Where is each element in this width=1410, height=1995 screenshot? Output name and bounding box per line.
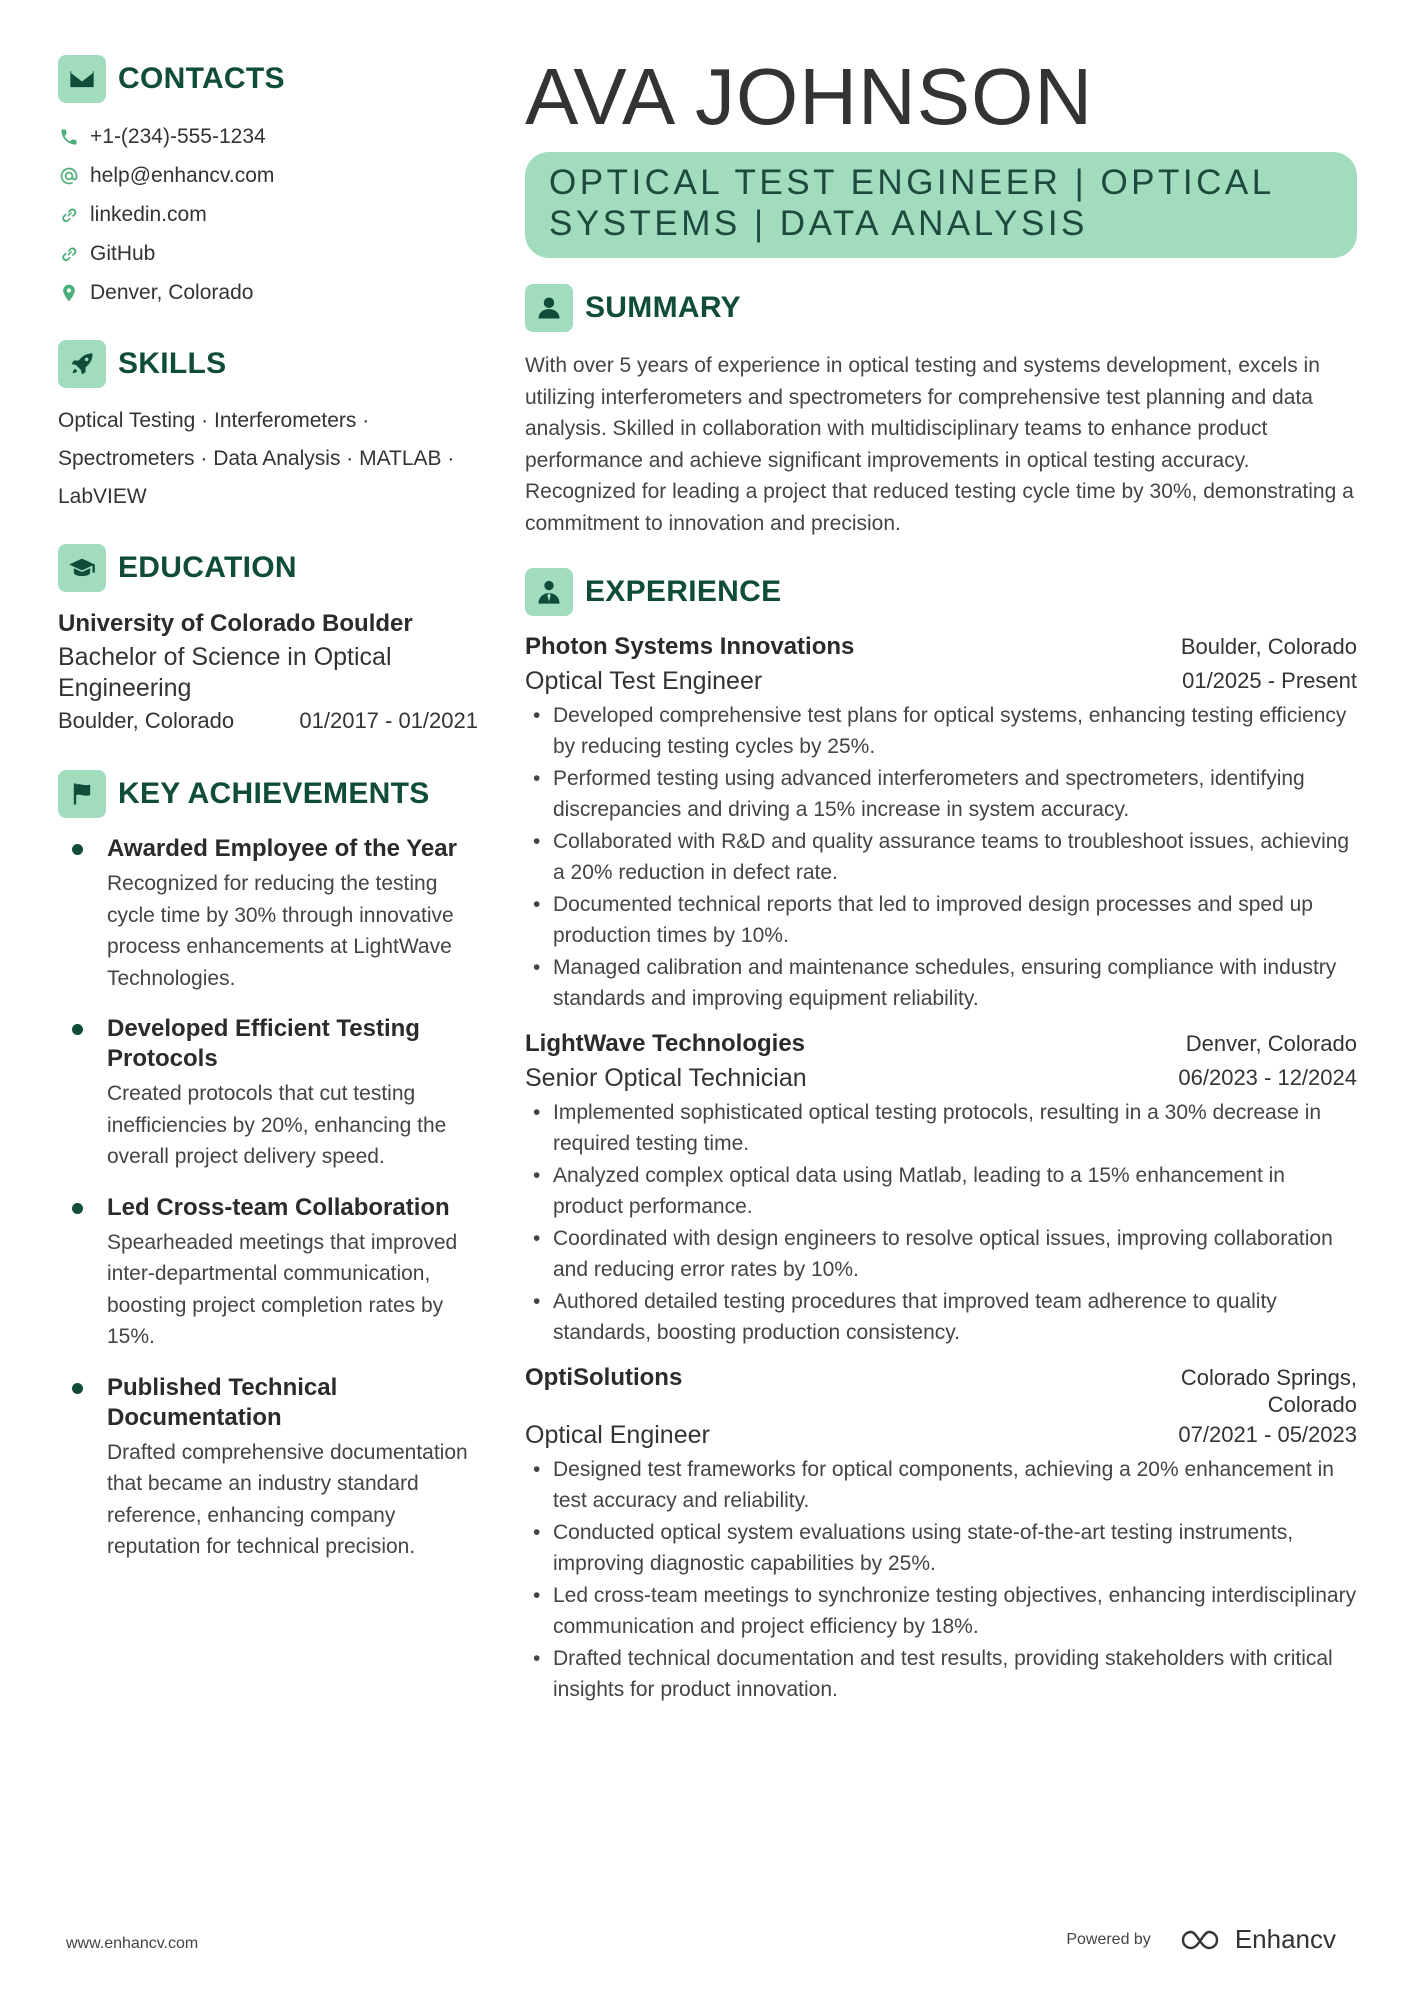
job-bullets: [525, 1097, 1357, 1349]
contact-email[interactable]: [58, 156, 478, 195]
achievements-list: [58, 834, 478, 1563]
job-entry: [525, 1361, 1357, 1706]
graduation-cap-icon: [58, 544, 106, 592]
job-bullet: • Authored detailed testing procedures that improved team adherence to quality standards, boosting production consistency.: [525, 1286, 1357, 1349]
job-company: Photon Systems Innovations: [525, 632, 855, 660]
job-role: Optical Engineer: [525, 1420, 710, 1449]
linkedin-text: linkedin.com: [90, 202, 207, 226]
skills-header: [58, 340, 478, 388]
section-title: EDUCATION: [118, 551, 297, 584]
contact-linkedin[interactable]: [58, 195, 478, 234]
job-entry: [525, 630, 1357, 1015]
github-text: GitHub: [90, 241, 156, 265]
phone-icon: [58, 126, 80, 148]
job-role-row: [525, 664, 1357, 698]
job-location: Colorado Springs, Colorado: [1180, 1364, 1357, 1417]
edu-degree: Bachelor of Science in Optical Engineering: [58, 643, 392, 702]
job-location: Denver, Colorado: [1185, 1030, 1357, 1056]
job-location: Boulder, Colorado: [1180, 633, 1357, 659]
enhancv-logo-icon: [1179, 1927, 1227, 1953]
experience-list: [525, 630, 1357, 1706]
job-header-row: [525, 1027, 1357, 1061]
achievement-desc: Drafted comprehensive documentation that became an industry standard reference, enhancing company reputation for technical precision.: [107, 1440, 468, 1558]
contacts-list: [58, 117, 478, 312]
achievement-title: Published Technical Documentation: [107, 1373, 338, 1431]
achievement-title: Awarded Employee of the Year: [107, 835, 457, 862]
job-bullet: • Developed comprehensive test plans for optical systems, enhancing testing efficiency by reducing testing cycles by 25%.: [525, 700, 1357, 763]
link-icon: [58, 243, 80, 265]
contact-phone[interactable]: [58, 117, 478, 156]
at-icon: [58, 165, 80, 187]
job-bullet: • Drafted technical documentation and test results, providing stakeholders with critical insights for product innovation.: [525, 1643, 1357, 1706]
user-icon: [525, 284, 573, 332]
job-bullet: • Analyzed complex optical data using Matlab, leading to a 15% enhancement in product performance.: [525, 1160, 1357, 1223]
achievement-item: [58, 1373, 478, 1563]
contacts-header: [58, 55, 478, 103]
job-bullets: [525, 1454, 1357, 1706]
job-bullet: • Managed calibration and maintenance schedules, ensuring compliance with industry standards and improving equipment reliability.: [525, 952, 1357, 1015]
job-bullet: • Implemented sophisticated optical testing protocols, resulting in a 30% decrease in required testing time.: [525, 1097, 1357, 1160]
section-title: CONTACTS: [118, 62, 285, 95]
education-header: [58, 544, 478, 592]
job-role-row: [525, 1061, 1357, 1095]
email-text: help@enhancv.com: [90, 163, 275, 187]
achievement-item: [58, 1193, 478, 1353]
businessman-icon: [525, 568, 573, 616]
job-company: OptiSolutions: [525, 1363, 683, 1391]
section-title: EXPERIENCE: [585, 574, 782, 608]
job-entry: [525, 1027, 1357, 1349]
skills-text: Optical Testing · Interferometers · Spectrometers · Data Analysis · MATLAB · LabVIEW: [58, 409, 455, 508]
job-bullet: • Documented technical reports that led to improved design processes and sped up production times by 10%.: [525, 889, 1357, 952]
powered-by-text: Powered by: [1066, 1930, 1151, 1948]
job-bullet: • Coordinated with design engineers to resolve optical issues, improving collaboration and reducing error rates by 10%.: [525, 1223, 1357, 1286]
edu-location: Boulder, Colorado: [58, 708, 235, 733]
phone-text: +1-(234)-555-1234: [90, 124, 266, 148]
summary-header: [525, 284, 1357, 332]
job-bullet: • Conducted optical system evaluations using state-of-the-art testing instruments, improving diagnostic capabilities by 25%.: [525, 1517, 1357, 1580]
brand-logo[interactable]: [1179, 1924, 1336, 1955]
job-role-row: [525, 1418, 1357, 1452]
job-company: LightWave Technologies: [525, 1029, 806, 1057]
section-title: SKILLS: [118, 347, 227, 380]
achievements-header: [58, 770, 478, 818]
edu-school: University of Colorado Boulder: [58, 610, 413, 637]
job-bullet: • Led cross-team meetings to synchronize testing objectives, enhancing interdisciplinary communication and project efficiency by 18%.: [525, 1580, 1357, 1643]
footer-website[interactable]: www.enhancv.com: [66, 1935, 199, 1952]
job-role: Senior Optical Technician: [525, 1063, 807, 1092]
job-role: Optical Test Engineer: [525, 666, 763, 695]
contact-location: [58, 273, 478, 312]
candidate-name: AVA JOHNSON: [525, 52, 1094, 141]
envelope-icon: [58, 55, 106, 103]
achievement-desc: Created protocols that cut testing inefficiencies by 20%, enhancing the overall project delivery speed.: [107, 1082, 447, 1168]
location-pin-icon: [58, 282, 80, 304]
achievement-desc: Recognized for reducing the testing cycle time by 30% through innovative process enhancements at LightWave Technologies.: [107, 872, 454, 990]
left-column: [58, 55, 478, 1583]
job-header-row: [525, 630, 1357, 664]
contact-github[interactable]: [58, 234, 478, 273]
job-dates: 06/2023 - 12/2024: [1178, 1064, 1357, 1090]
rocket-icon: [58, 340, 106, 388]
location-text: Denver, Colorado: [90, 280, 254, 304]
bullet-dot: [72, 844, 83, 855]
job-bullet: • Performed testing using advanced interferometers and spectrometers, identifying discrepancies and driving a 15% increase in system accuracy.: [525, 763, 1357, 826]
flag-icon: [58, 770, 106, 818]
achievement-title: Led Cross-team Collaboration: [107, 1193, 450, 1221]
achievement-item: [58, 834, 478, 994]
bullet-dot: [72, 1024, 83, 1035]
bullet-dot: [72, 1383, 83, 1394]
job-dates: 07/2021 - 05/2023: [1178, 1421, 1357, 1447]
summary-text: With over 5 years of experience in optical testing and systems development, excels in utilizing interferometers and spectrometers for comprehensive test planning and data analysis. Skilled in collaboration with multidisciplinary teams to enhance product performance and achieve significant improvements in optical testing accuracy. Recognized for leading a project that reduced testing cycle time by 30%, demonstrating a commitment to innovation and precision.: [525, 354, 1354, 535]
job-bullet: • Designed test frameworks for optical components, achieving a 20% enhancement in test accuracy and reliability.: [525, 1454, 1357, 1517]
job-dates: 01/2025 - Present: [1182, 667, 1357, 693]
experience-header: [525, 568, 1357, 616]
job-bullet: • Collaborated with R&D and quality assurance teams to troubleshoot issues, achieving a 20% reduction in defect rate.: [525, 826, 1357, 889]
right-column: [525, 52, 1357, 1706]
brand-name: Enhancv: [1234, 1924, 1336, 1954]
bullet-dot: [72, 1203, 83, 1214]
job-bullets: [525, 700, 1357, 1015]
link-icon: [58, 204, 80, 226]
section-title: SUMMARY: [585, 291, 741, 324]
headline-banner: OPTICAL TEST ENGINEER | OPTICAL SYSTEMS | DATA ANALYSIS: [525, 152, 1357, 258]
edu-meta: [58, 708, 478, 734]
achievement-title: Developed Efficient Testing Protocols: [107, 1015, 420, 1072]
achievement-item: [58, 1014, 478, 1173]
job-header-row: [525, 1361, 1357, 1418]
footer-branding: [1066, 1924, 1336, 1955]
achievement-desc: Spearheaded meetings that improved inter-departmental communication, boosting project completion rates by 15%.: [107, 1230, 458, 1348]
section-title: KEY ACHIEVEMENTS: [118, 777, 430, 810]
edu-dates: 01/2017 - 01/2021: [299, 708, 478, 733]
